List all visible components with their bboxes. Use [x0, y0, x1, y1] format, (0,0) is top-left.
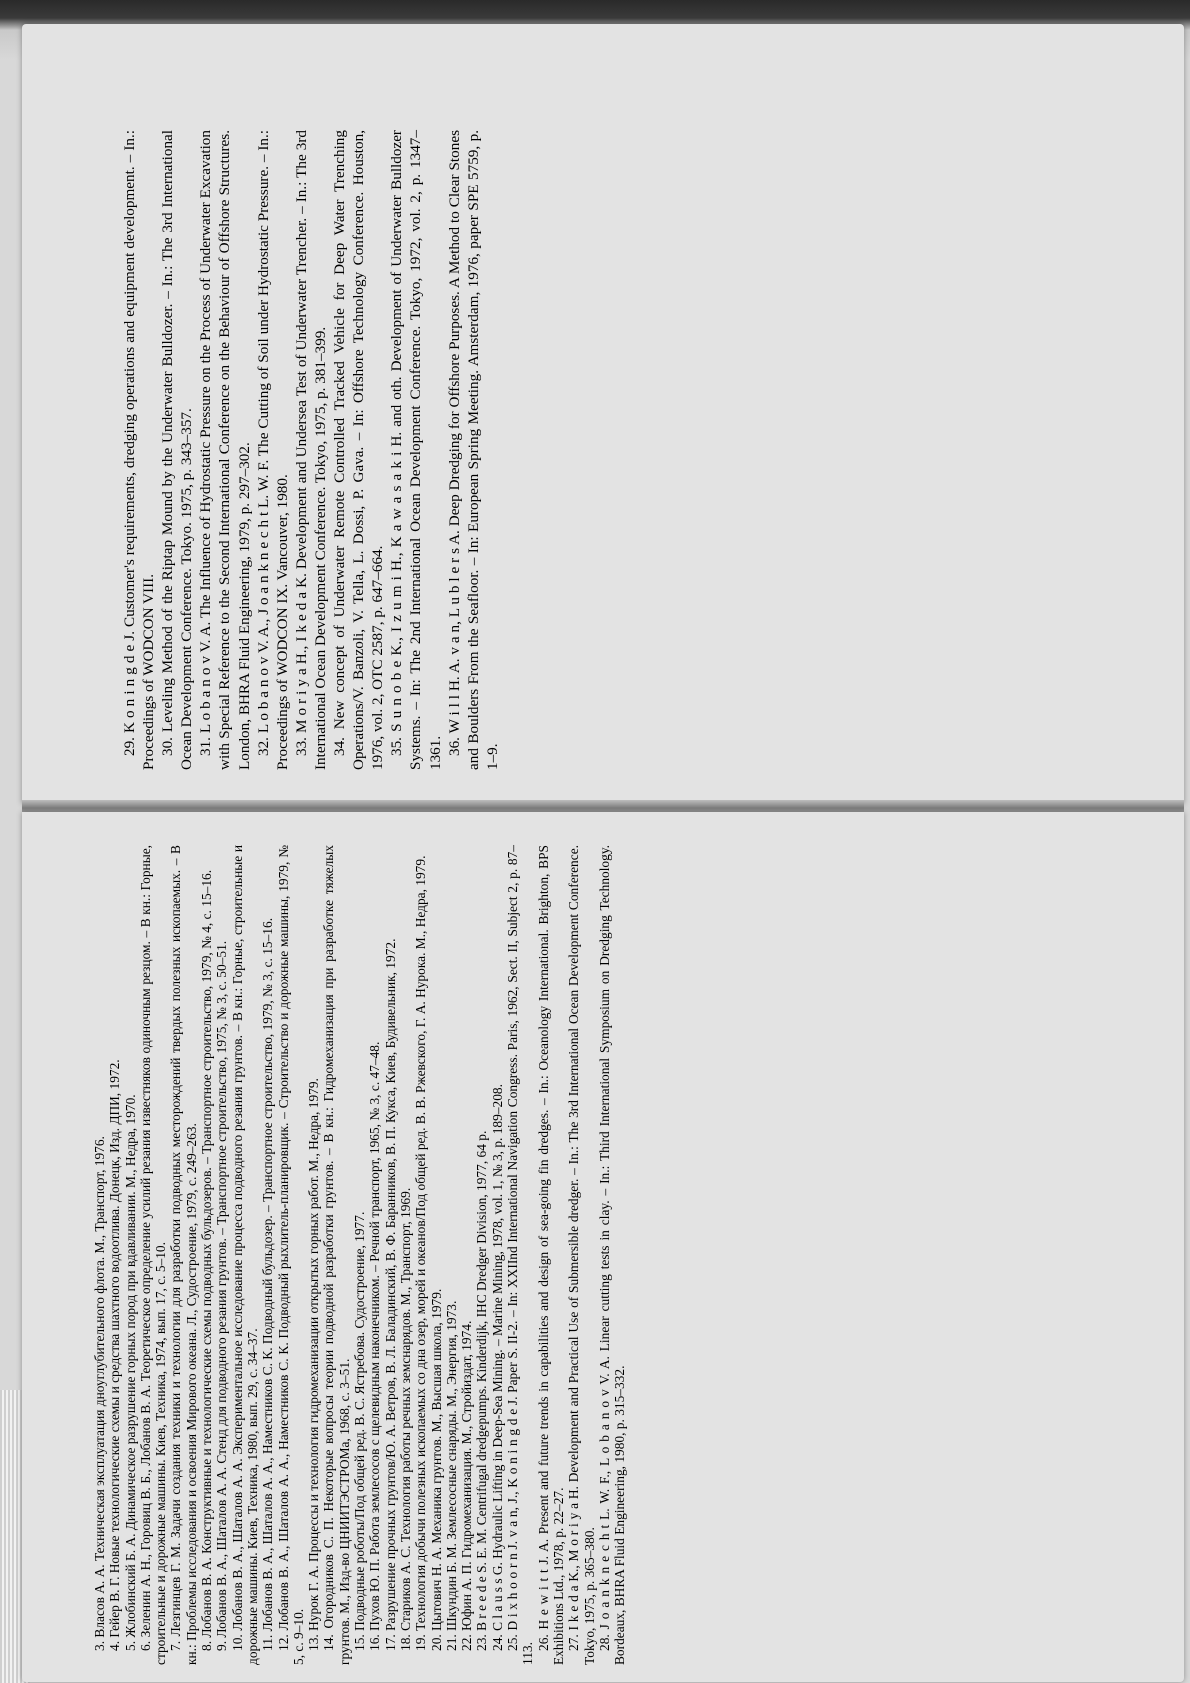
reference-item: 6. Зеленин А. Н., Горовиц В. Б., Лобанов В. А. Теоретическое определение усилий резания известняков одиночным резцом. – В кн.: Горные, строительные и дорожные машины. Киев, Техника, 1974, вып. 17, с. 5–10. [137, 845, 169, 1665]
reference-item: 19. Технология добычи полезных ископаемых со дна озер, морей и океанов/Под общей ред. В. В. Ржевского, Г. А. Нурока. М., Недра, 1979. [413, 855, 429, 1651]
reference-item: 27. I k e d a K., M o r i y a H. Development and Practical Use of Submersible dredger. – In.: The 3rd International Ocean Development Conference. Tokyo, 1975, p. 365–380. [566, 845, 597, 1665]
reference-item: 31. L o b a n o v V. A. The Influence of Hydrostatic Pressure on the Process of Underwater Excavation with Special Reference to the Second International Conference on the Behaviour of Offshore Structures. London, BHRA Fluid Engineering, 1979, p. 297–302. [197, 130, 253, 770]
reference-item: 35. S u n o b e K., I z u m i H., K a w a s a k i H. and oth. Development of Underwater Bulldozer Systems. – In: The 2nd International Ocean Development Conference. Tokyo, 1972, vol. 2, p. 1347–1361. [388, 130, 444, 770]
reference-item: 3. Власов А. А. Техническая эксплуатация дноуглубительного флота. М., Транспорт, 1976. [92, 1136, 107, 1651]
reference-item: 18. Стариков А. С. Технология работы речных земснарядов. М., Транспорт, 1969. [397, 1187, 413, 1651]
reference-item: 17. Разрушение прочных грунтов/Ю. А. Ветров, В. Л. Баладинский, В. Ф. Баранников, В. П. Кукса, Киев, Будивельник, 1972. [382, 938, 398, 1651]
reference-item: 23. B r e e d e S. E. M. Centrifugal dredgepumps. Kinderdijk, IHC Dredger Division, 1977, 64 p. [474, 1130, 490, 1651]
reference-item: 29. K o n i n g d e J. Customer's requirements, dredging operations and equipment development. – In.: Proceedings of WODCON VIII. [121, 130, 158, 770]
reference-item: 32. L o b a n o v V. A., J o a n k n e c h t L. W. F. The Cutting of Soil under Hydrostatic Pressure. – In.: Proceedings of WODCON IX. Vancouver, 1980. [254, 130, 291, 770]
reference-item: 7. Лезгинцев Г. М. Задачи создания техники и технологии для разработки подводных месторождений твердых полезных ископаемых. – В кн.: Проблемы исследования и освоения Мирового океана. Л., Судостроение, 1979, с. 249–263. [168, 845, 199, 1665]
reference-item: 26. H e w i t t J. A. Present and future trends in capabilities and design of sea-going fin dredges. – In.: Oceanology International. Brighton, BPS Exhibitions Ltd., 1978, p. 22–27. [535, 845, 566, 1665]
references-column-top [120, 130, 502, 770]
reference-item: 21. Шкундин Б. М. Землесосные снаряды. М., Энергия, 1973. [443, 1300, 459, 1651]
reference-item: 25. D i x h o o r n J. v a n, J., K o n i n g d e J. Paper S. II-2. – In: XXIInd International Navigation Congress. Paris, 1962, Sect. II, Subject 2, p. 87–113. [505, 845, 536, 1665]
reference-item: 33. M o r i y a H., I k e d a K. Development and Undersea Test of Underwater Trencher. – In.: The 3rd International Ocean Development Conference. Tokyo, 1975, p. 381–399. [292, 130, 329, 770]
reference-item: 20. Цытович Н. А. Механика грунтов. М., Высшая школа, 1979. [428, 1288, 444, 1651]
reference-item: 10. Лобанов В. А., Шаталов А. А. Экспериментальное исследование процесса подводного резания грунтов. – В кн.: Горные, строительные и дорожные машины. Киев, Техника, 1980, вып. 29, с. 34–37. [229, 845, 260, 1665]
reference-item: 30. Leveling Method of the Riptap Mound by the Underwater Bulldozer. – In.: The 3rd International Ocean Development Conference. Tokyo. 1975, p. 343–357. [159, 130, 196, 770]
reference-item: 4. Гейер В. Г. Новые технологические схемы и средства шахтного водоотлива. Донецк, Изд. ДПИ, 1972. [107, 1059, 123, 1651]
reference-item: 24. C l a u s s G. Hydraulic Lifting in Deep-Sea Mining. – Marine Mining, 1978, vol. 1, № 3, p. 189–208. [489, 1084, 505, 1651]
reference-item: 12. Лобанов В. А., Шаталов А. А., Наместников С. К. Подводный рыхлитель-планировщик. – Строительство и дорожные машины, 1979, № 5, с. 9–10. [275, 845, 306, 1665]
reference-item: 36. W i l l H. A. v a n, L u b l e r s A. Deep Dredging for Offshore Purposes. A Method to Clear Stones and Boulders From the Seafloor. – In: European Spring Meeting. Amsterdam, 1976, paper SPE 5759, p. 1–9. [445, 130, 501, 770]
reference-item: 15. Подводные роботы/Под общей ред. В. С. Ястребова. Судостроение, 1977. [352, 1211, 368, 1651]
reference-item: 11. Лобанов В. А., Шаталов А. А., Наместников С. К. Подводный бульдозер. – Транспортное строительство, 1979, № 3, с. 15–16. [260, 917, 276, 1651]
reference-item: 14. Огородников С. П. Некоторые вопросы теории подводной разработки грунтов. – В кн.: Гидромеханизация при разработке тяжелых грунтов. М., Изд-во ЦНИИТЭСТРОМа, 1968, с. 3–51. [321, 845, 352, 1665]
reference-item: 5. Жлобинский Б. А. Динамическое разрушение горных пород при вдавливании. М., Недра, 1970. [122, 1094, 138, 1651]
reference-item: 22. Юфин А. П. Гидромеханизация. М., Стройиздат, 1974. [459, 1320, 475, 1651]
reference-item: 16. Пухов Ю. П. Работа землесосов с щелевидным наконечником. – Речной транспорт, 1965, № 3, с. 47–48. [367, 1041, 383, 1651]
reference-item: 34. New concept of Underwater Remote Controlled Tracked Vehicle for Deep Water Trenching Operations/V. Banzoli, V. Tella, L. Dossi, P. Gava. – In: Offshore Technology Conference. Houston, 1976, vol. 2, OTC 2587, p. 647–664. [331, 130, 387, 770]
reference-item: 28. J o a n k n e c h t L. W. F., L o b a n o v V. A. Linear cutting tests in clay. – In.: Third International Symposium on Dredging Technology. Bordeaux, BHRA Fluid Engineering, 1980, p. 315–332. [596, 845, 628, 1665]
references-column-bottom [92, 845, 627, 1665]
reference-item: 9. Лобанов В. А., Шаталов А. А. Стенд для подводного резания грунтов. – Транспортное строительство, 1975, № 3, с. 50–51. [214, 940, 230, 1651]
reference-item: 8. Лобанов В. А. Конструктивные и технологические схемы подводных бульдозеров. – Транспортное строительство, 1979, № 4, с. 15–16. [199, 869, 215, 1651]
reference-item: 13. Нурок Г. А. Процессы и технология гидромеханизации открытых горных работ. М., Недра, 1979. [306, 1078, 322, 1651]
